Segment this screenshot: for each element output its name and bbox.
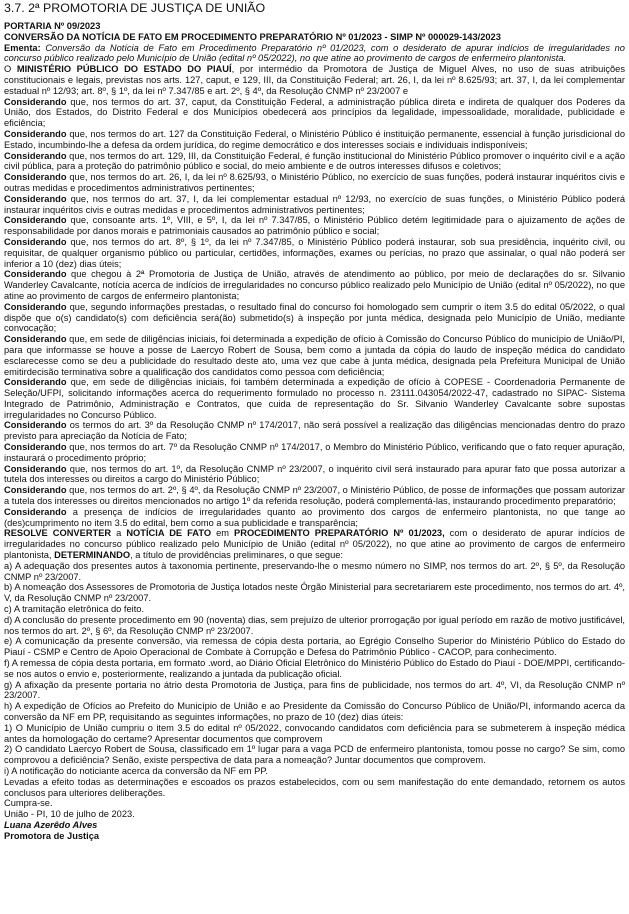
- considerando-list: [4, 97, 625, 529]
- resolve-t1: a: [111, 528, 127, 539]
- ementa: [4, 43, 625, 65]
- intro-text: , por intermédio da Promotora de Justiça de Miguel Alves, no uso de suas atribuições constitucionais e legais, previstas nos arts. 127, caput, e 129, III, da Constituição Federal; art. 26, I, da lei nº 8.625/93; art. 37, I, da lei complementar estadual nº 12/93; art. 8º, § 1º, da lei nº 7.347/85 e art. 2º, § 4º, da Resolução CNMP nº 23/2007 e: [4, 64, 625, 96]
- considerando-paragraph: [4, 151, 625, 173]
- resolve-paragraph: [4, 528, 625, 560]
- resolve-t3: com o desiderato de apurar indícios de irregularidades no concurso público realizado pelo Município de União (edital nº 05/2022), no que atine ao provimento de cargos de enfermeiro plantonista,: [4, 528, 625, 561]
- considerando-label: Considerando: [4, 172, 67, 183]
- considerando-text: que, nos termos do art. 7º da Resolução CNMP nº 174/2017, o Membro do Ministério Público, verificando que o fato requer apuração, instaurará o procedimento próprio;: [4, 442, 625, 463]
- considerando-label: Considerando: [4, 215, 67, 226]
- place-date: União - PI, 10 de julho de 2023.: [4, 809, 135, 820]
- intro-paragraph: [4, 64, 625, 96]
- determination-item: i) A notificação do noticiante acerca da conversão da NF em PP.: [4, 765, 268, 776]
- considerando-paragraph: [4, 334, 625, 377]
- considerando-paragraph: [4, 302, 625, 334]
- considerando-text: que, nos termos do art. 37, I, da lei complementar estadual nº 12/93, no exercício de suas funções, o Ministério Público poderá instaurar inquéritos civis e outras medidas e procedimentos administrativos pertinentes;: [4, 193, 625, 215]
- considerando-text: que, em sede de diligências iniciais, foi também determinada a expedição de ofício à COPESE - Coordenadoria Permanente de Seleção/UFPI, solicitando informações acerca do requerimento formulado no processo n. 23111.043054/2022-47, cadastrado no SIPAC- Sistema Integrado de Patrimônio, Administração e Contratos, que cuida de representação do Sr. Silvanio Wanderley Cavalcante sobre supostas irregularidades no Concurso Público.: [4, 377, 625, 420]
- considerando-label: Considerando: [4, 269, 67, 280]
- considerando-label: Considerando: [4, 377, 67, 388]
- determination-item: 2) O candidato Laercyo Robert de Sousa, classificado em 1º lugar para a vaga PCD de enfermeiro plantonista, tomou posse no cargo? Se sim, como comprovou a deficiência? Senão, existe perspectiva de data para a nomeação? Juntar documentos que comprovem.: [4, 744, 625, 766]
- considerando-text: que, nos termos do art. 26, I, da lei nº 8.625/93, o Ministério Público, no exercício de suas funções, poderá instaurar inquéritos civis e outras medidas e procedimentos administrativos pertinentes;: [4, 172, 625, 193]
- considerando-text: que, nos termos do art. 37, caput, da Constituição Federal, a administração pública direta e indireta de qualquer dos Poderes da União, dos Estados, do Distrito Federal e dos Municípios obedecerá aos princípios da legalidade, impessoalidade, moralidade, publicidade e eficiência;: [4, 96, 625, 129]
- determination-item: a) A adequação dos presentes autos à taxonomia pertinente, preservando-lhe o mesmo número no SIMP, nos termos do art. 2º, § 5º, da Resolução CNMP nº 23/2007.: [4, 560, 625, 582]
- considerando-label: Considerando: [4, 463, 67, 474]
- ementa-label: Ementa:: [4, 42, 41, 53]
- considerando-paragraph: [4, 97, 625, 129]
- considerando-paragraph: [4, 237, 625, 269]
- considerando-paragraph: [4, 442, 625, 464]
- considerando-label: Considerando: [4, 485, 67, 496]
- determination-item: Levadas a efeito todas as determinações e escoados os prazos estabelecidos, com ou sem manifestação do ente demandado, retornem os autos conclusos para ulteriores deliberações.: [4, 776, 625, 798]
- considerando-text: que, nos termos do art. 1º, da Resolução CNMP nº 23/2007, o inquérito civil será instaurado para apurar fato que possa autorizar a tutela dos interesses ou direitos a cargo do Ministério Público;: [4, 463, 625, 485]
- considerando-paragraph: [4, 194, 625, 216]
- signature-role: Promotora de Justiça: [4, 830, 100, 841]
- considerando-paragraph: [4, 507, 625, 529]
- considerando-paragraph: [4, 172, 625, 194]
- considerando-text: que, nos termos do art. 8º, § 1º, da lei nº 7.347/85, o Ministério Público poderá instaurar, sob sua presidência, inquérito civil, ou requisitar, de qualquer organismo público ou particular, certidões, informações, exames ou perícias, no prazo que assinalar, o qual não poderá ser inferior a 10 (dez) dias úteis;: [4, 236, 625, 269]
- considerando-text: os termos do art. 3º da Resolução CNMP nº 174/2017, não será possível a realização das diligências mencionadas dentro do prazo previsto para apreciação da Notícia de Fato;: [4, 420, 625, 442]
- considerando-label: Considerando: [4, 506, 67, 517]
- resolve-t2: em: [211, 528, 235, 539]
- considerando-label: Considerando: [4, 301, 67, 312]
- considerando-label: Considerando: [4, 236, 67, 247]
- considerando-text: que, segundo informações prestadas, o resultado final do concurso foi homologado sem cumprir o item 3.5 do edital 05/2022, o qual dispõe que o(s) candidato(s) com deficiência será(ão) submetido(s) à inspeção por junta médica, designada pelo Município de União, mediante convocação;: [4, 301, 625, 334]
- determination-list: [4, 561, 625, 809]
- considerando-paragraph: [4, 215, 625, 237]
- portaria-number: PORTARIA Nº 09/2023: [4, 21, 101, 31]
- determination-item: 1) O Município de União cumpriu o item 3.5 do edital nº 05/2022, convocando candidatos com deficiência para se submeterem à inspeção médica antes da homologação do certame? Apresentar documentos que comprovem: [4, 722, 625, 744]
- considerando-paragraph: [4, 377, 625, 420]
- considerando-text: que, em sede de diligências iniciais, foi determinada a expedição de ofício à Comissão do Concurso Público do município de União/PI, para que informasse se houve a posse de Laercyo Robert de Sousa, bem como a juntada da cópia do laudo de inspeção médica do candidato esclarecesse como se deu a publicidade do resultado deste ato, uma vez que cabe à junta médica, designada pela Prefeitura Municipal de União emitirdecisão terminativa sobre a qualificação dos candidatos como pessoa com deficiência;: [4, 334, 625, 377]
- considerando-text: que, consoante arts. 1º, VIII, e 5º, I, da lei nº 7.347/85, o Ministério Público detém legitimidade para o ajuizamento de ações de responsabilidade por danos morais e patrimoniais causados ao patrimônio público e social;: [4, 215, 625, 237]
- resolve-noticia: NOTÍCIA DE FATO: [126, 528, 212, 539]
- determination-item: e) A comunicação da presente conversão, via remessa de cópia desta portaria, ao Egrégio Conselho Superior do Ministério Público do Estado do Piauí - CSMP e Centro de Apoio Operacional de Combate à Corrupção e Defesa do Patrimônio Público - CACOP, para conhecimento.: [4, 636, 625, 658]
- resolve-t4: , a título de providências preliminares, o que segue:: [130, 550, 343, 561]
- determination-item: d) A conclusão do presente procedimento em 90 (noventa) dias, sem prejuízo de ulterior prorrogação por igual período em razão de motivo justificável, nos termos do art. 2º, § 6º, da Resolução CNMP nº 23/2007.: [4, 614, 625, 636]
- determination-item: f) A remessa de cópia desta portaria, em formato .word, ao Diário Oficial Eletrônico do Ministério Público do Estado do Piauí - DOE/MPPI, certificando-se nos autos o envio e, posteriormente, realizando a juntada da publicação oficial.: [4, 658, 625, 679]
- considerando-text: que, nos termos do art. 127 da Constituição Federal, o Ministério Público é instituição permanente, essencial à função jurisdicional do Estado, incumbindo-lhe a defesa da ordem jurídica, do regime democrático e dos interesses sociais e individuais indisponíveis;: [4, 128, 625, 150]
- mppi-name: MINISTÉRIO PÚBLICO DO ESTADO DO PIAUÍ: [16, 64, 232, 75]
- considerando-paragraph: [4, 485, 625, 507]
- conversion-heading: CONVERSÃO DA NOTÍCIA DE FATO EM PROCEDIMENTO PREPARATÓRIO Nº 01/2023 - SIMP Nº 000029-143/2023: [4, 31, 501, 42]
- considerando-text: que, nos termos do art. 129, III, da Constituição Federal, é função institucional do Ministério Público promover o inquérito civil e a ação civil pública, para a proteção do patrimônio público e social, do meio ambiente e de outros interesses difusos e coletivos;: [4, 150, 625, 172]
- considerando-label: Considerando: [4, 193, 67, 204]
- considerando-text: que, nos termos do art. 2º, § 4º, da Resolução CNMP nº 23/2007, o Ministério Público, de posse de informações que possam autorizar a tutela dos interesses ou direitos mencionados no artigo 1º da referida resolução, poderá complementá-las, instaurando procedimento preparatório;: [4, 485, 625, 507]
- considerando-text: que chegou à 2ª Promotoria de Justiça de União, através de atendimento ao público, por meio de declarações do sr. Silvanio Wanderley Cavalcante, notícia acerca de indícios de irregularidades no concurso público realizado pelo Município de União (edital nº 05/2022), no que atine ao provimento de cargos de enfermeiro plantonista;: [4, 269, 625, 301]
- resolve-converter: RESOLVE CONVERTER: [4, 528, 112, 539]
- determination-item: h) A expedição de Ofícios ao Prefeito do Município de União e ao Presidente da Comissão do Concurso Público de União/PI, informando acerca da conversão da NF em PP, requisitando as seguintes informações, no prazo de 10 (dez) dias úteis:: [4, 701, 625, 722]
- resolve-determinando: DETERMINANDO: [54, 550, 131, 561]
- considerando-label: Considerando: [4, 96, 67, 107]
- intro-pre: O: [4, 64, 17, 75]
- considerando-paragraph: [4, 269, 625, 301]
- considerando-paragraph: [4, 420, 625, 442]
- considerando-label: Considerando: [4, 334, 67, 345]
- considerando-label: Considerando: [4, 442, 67, 453]
- considerando-label: Considerando: [4, 420, 67, 431]
- considerando-label: Considerando: [4, 128, 67, 139]
- resolve-procedimento: PROCEDIMENTO PREPARATÓRIO Nº 01/2023,: [234, 528, 445, 539]
- section-title: 3.7. 2ª PROMOTORIA DE JUSTIÇA DE UNIÃO: [4, 1, 266, 15]
- considerando-text: a presença de indícios de irregularidades quanto ao provimento dos cargos de enfermeiro plantonista, no que tange ao (des)cumprimento no item 3.5 do edital, bem como a sua publicidade e transparência;: [4, 506, 625, 528]
- determination-item: Cumpra-se.: [4, 798, 53, 809]
- considerando-label: Considerando: [4, 150, 67, 161]
- considerando-paragraph: [4, 464, 625, 486]
- determination-item: g) A afixação da presente portaria no átrio desta Promotoria de Justiça, para fins de publicidade, nos termos do art. 4º, VI, da Resolução CNMP nº 23/2007.: [4, 679, 625, 701]
- determination-item: b) A nomeação dos Assessores de Promotoria de Justiça lotados neste Órgão Ministerial para secretariarem este procedimento, nos termos do art. 4º, V, da Resolução CNMP nº 23/2007.: [4, 582, 625, 604]
- ementa-text: Conversão da Notícia de Fato em Procedimento Preparatório nº 01/2023, com o desiderato de apurar indícios de irregularidades no concurso público realizado pelo Município de União (edital nº 05/2022), no que atine ao provimento de cargos de enfermeiro plantonista.: [4, 42, 625, 64]
- considerando-paragraph: [4, 129, 625, 151]
- signature-name: Luana Azerêdo Alves: [4, 819, 98, 830]
- determination-item: c) A tramitação eletrônica do feito.: [4, 604, 145, 615]
